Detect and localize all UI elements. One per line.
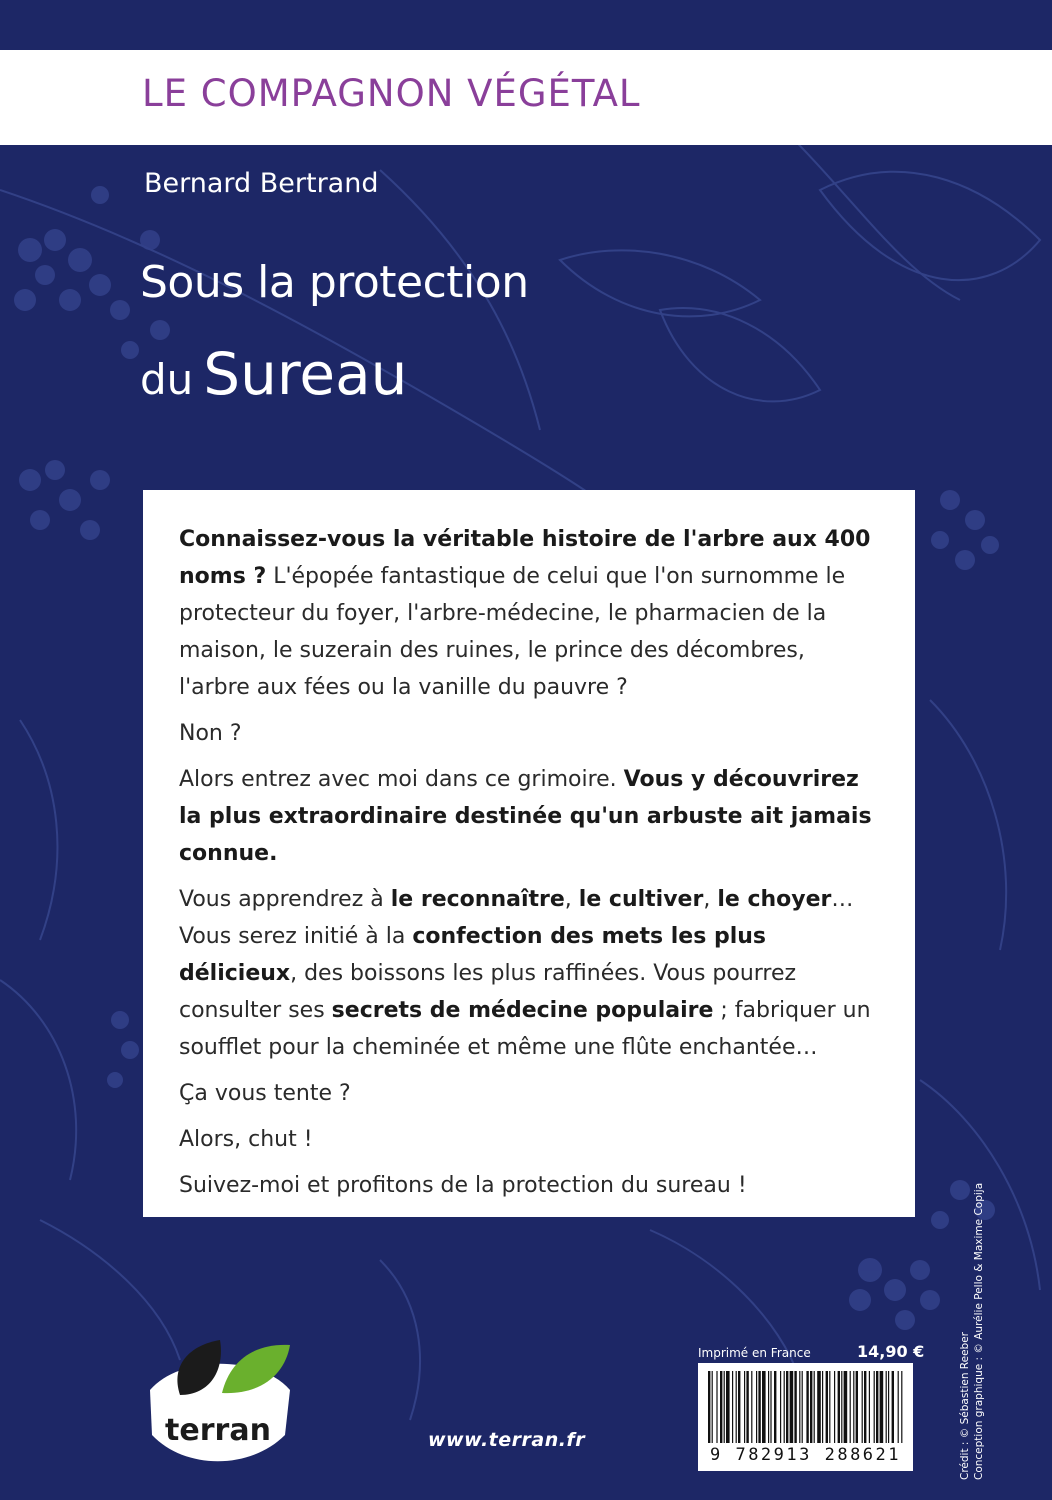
blurb-p4-k: ; fabriquer un soufflet pour la cheminée et même une flûte enchantée… xyxy=(179,998,871,1060)
blurb-paragraph-5: Ça vous tente ? xyxy=(179,1081,351,1106)
blurb-intro-text: L'épopée fantastique de celui que l'on surnomme le protecteur du foyer, l'arbre-médecine, le pharmacien de la maison, le suzerain des ruines, le prince des décombres, l'arbre aux fées ou la vanille du pauvre ? xyxy=(179,564,846,700)
blurb-p4-c: , xyxy=(564,887,579,912)
blurb-paragraph-4 xyxy=(179,881,879,1066)
series-band xyxy=(0,50,1052,145)
blurb-p4-j: secrets de médecine populaire xyxy=(331,998,714,1023)
isbn-number: 9 782913 288621 xyxy=(709,1445,902,1465)
blurb-p4-h: confection des mets les plus délicieux xyxy=(179,924,766,986)
terran-logo-icon xyxy=(140,1335,295,1475)
photo-credit: Crédit : © Sébastien Reeber xyxy=(959,1332,971,1480)
blurb-paragraph-3 xyxy=(179,761,879,872)
blurb-p4-g: … Vous serez initié à la xyxy=(179,887,854,949)
blurb-paragraph-6: Alors, chut ! xyxy=(179,1127,313,1152)
blurb-p4-i: , des boissons les plus raffinées. Vous pourrez consulter ses xyxy=(179,961,797,1023)
barcode-bars xyxy=(706,1371,905,1443)
blurb-p3-text: Alors entrez avec moi dans ce grimoire. xyxy=(179,767,624,792)
isbn-barcode xyxy=(698,1363,913,1471)
author-name: Bernard Bertrand xyxy=(144,168,379,199)
blurb-paragraph-1 xyxy=(179,521,879,706)
blurb-p4-a: Vous apprendrez à xyxy=(179,887,391,912)
price-label: 14,90 € xyxy=(857,1342,925,1361)
blurb-p4-b: le reconnaître xyxy=(390,887,565,912)
blurb-p3-bold: Vous y découvrirez la plus extraordinaire destinée qu'un arbuste ait jamais connue. xyxy=(179,767,872,866)
book-title-line-1: Sous la protection xyxy=(140,257,529,308)
series-title: LE COMPAGNON VÉGÉTAL xyxy=(142,72,641,115)
blurb-question: Connaissez-vous la véritable histoire de l'arbre aux 400 noms ? xyxy=(179,527,871,589)
design-credit: Conception graphique : © Aurélie Pello & Maxime Copija xyxy=(973,1182,985,1480)
back-cover-blurb xyxy=(143,490,915,1217)
book-title-du: du xyxy=(140,355,194,404)
credits-vertical xyxy=(958,1183,986,1480)
book-title-line-2 xyxy=(140,340,407,408)
printed-in-label: Imprimé en France xyxy=(698,1346,811,1360)
blurb-paragraph-2: Non ? xyxy=(179,721,242,746)
blurb-paragraph-7: Suivez-moi et profitons de la protection du sureau ! xyxy=(179,1173,747,1198)
publisher-website-link[interactable]: www.terran.fr xyxy=(428,1429,586,1451)
blurb-p4-e: , xyxy=(703,887,718,912)
book-title-sureau: Sureau xyxy=(203,340,408,408)
logo-wordmark: terran xyxy=(165,1413,271,1448)
blurb-p4-f: le choyer xyxy=(717,887,832,912)
blurb-p4-d: le cultiver xyxy=(578,887,704,912)
